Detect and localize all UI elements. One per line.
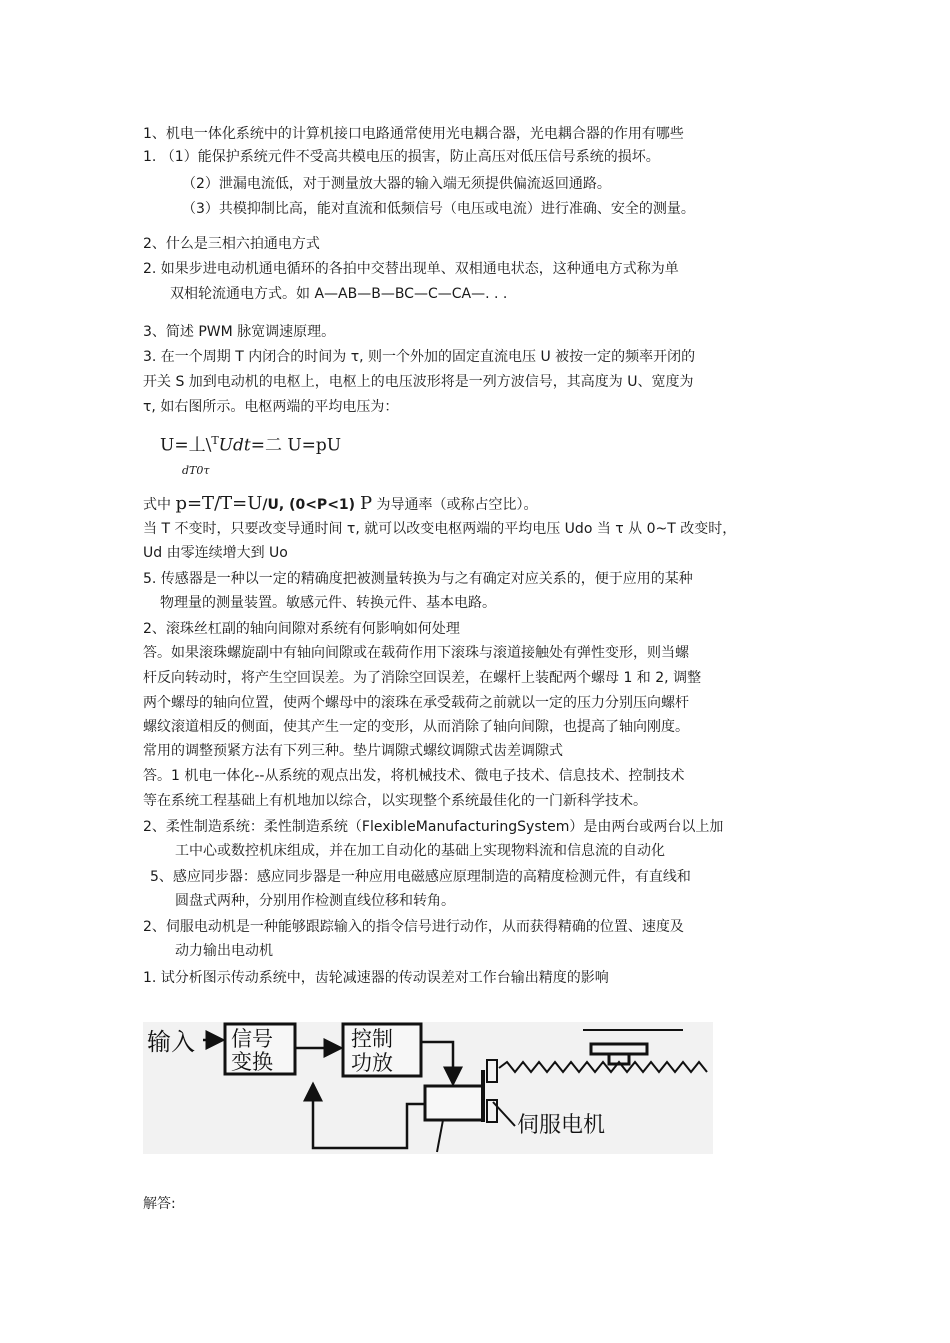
answer-1-line-2: （2）泄漏电流低，对于测量放大器的输入端无须提供偏流返回通路。 <box>182 176 611 192</box>
ballscrew-title: 2、滚珠丝杠副的轴向间隙对系统有何影响如何处理 <box>143 621 460 637</box>
answer-3-line-4: 当 T 不变时，只要改变导通时间 τ, 就可以改变电枢两端的平均电压 Udo 当 τ 从 0~T 改变时， <box>143 521 737 537</box>
signal-block-bottom-label: 变换 <box>231 1050 273 1074</box>
answer-3-line-3: τ, 如右图所示。电枢两端的平均电压为： <box>143 399 399 415</box>
answer-3-line-2: 开关 S 加到电动机的电枢上，电枢上的电压波形将是一列方波信号，其高度为 U、宽度为 <box>143 374 694 390</box>
formula-subscript: dT0τ <box>182 464 210 477</box>
average-voltage-formula <box>160 428 341 459</box>
ballscrew-line-2: 杆反向转动时，将产生空回误差。为了消除空回误差，在螺杆上装配两个螺母 1 和 2, 调整 <box>143 670 702 686</box>
duty-ratio-prefix: 式中 <box>143 497 176 513</box>
ballscrew-line-4: 螺纹滚道相反的侧面，使其产生一定的变形，从而消除了轴向间隙，也提高了轴向刚度。 <box>143 719 689 735</box>
duty-ratio-range: /U, (0<P<1) <box>262 497 360 513</box>
signal-block-top-label: 信号 <box>231 1027 273 1051</box>
ballscrew-line-5: 常用的调整预紧方法有下列三种。垫片调隙式螺纹调隙式齿差调隙式 <box>143 743 563 759</box>
definition-servo-line-1: 2、伺服电动机是一种能够跟踪输入的指令信号进行动作，从而获得精确的位置、速度及 <box>143 919 684 935</box>
input-label: 输入 <box>147 1028 195 1056</box>
answer-label: 解答: <box>143 1196 176 1212</box>
exercise-question: 1. 试分析图示传动系统中，齿轮减速器的传动误差对工作台输出精度的影响 <box>143 970 609 986</box>
duty-ratio-line <box>143 492 538 517</box>
formula-integrand: Udt <box>218 435 251 456</box>
definition-fms-line-1: 2、柔性制造系统：柔性制造系统（FlexibleManufacturingSystem）是由两台或两台以上加 <box>143 819 724 835</box>
definition-inductosyn-line-1: 5、感应同步器：感应同步器是一种应用电磁感应原理制造的高精度检测元件，有直线和 <box>150 869 691 885</box>
formula-sup: T <box>211 434 219 447</box>
answer-3-line-1: 3. 在一个周期 T 内闭合的时间为 τ, 则一个外加的固定直流电压 U 被按一定的频率开闭的 <box>143 349 696 365</box>
definition-fms-line-2: 工中心或数控机床组成，并在加工自动化的基础上实现物料流和信息流的自动化 <box>175 843 665 859</box>
sensor-line-2: 物理量的测量装置。敏感元件、转换元件、基本电路。 <box>160 595 496 611</box>
answer-3-line-5: Ud 由零连续增大到 Uo <box>143 545 288 561</box>
duty-ratio-suffix: 为导通率（或称占空比）。 <box>372 497 538 513</box>
question-2-title: 2、什么是三相六拍通电方式 <box>143 236 320 252</box>
definition-mechatronics-line-2: 等在系统工程基础上有机地加以综合，以实现整个系统最佳化的一门新科学技术。 <box>143 793 647 809</box>
definition-mechatronics-line-1: 答。1 机电一体化--从系统的观点出发，将机械技术、微电子技术、信息技术、控制技术 <box>143 768 685 784</box>
answer-1-line-1: 1. （1）能保护系统元件不受高共模电压的损害，防止高压对低压信号系统的损坏。 <box>143 149 660 165</box>
question-1-title: 1、机电一体化系统中的计算机接口电路通常使用光电耦合器，光电耦合器的作用有哪些 <box>143 126 684 142</box>
definition-inductosyn-line-2: 圆盘式两种，分别用作检测直线位移和转角。 <box>175 893 455 909</box>
servo-motor-label: 伺服电机 <box>517 1113 606 1138</box>
duty-ratio-symbol: P <box>359 493 373 514</box>
formula-part-1: U=丄\ <box>160 435 212 456</box>
question-3-title: 3、简述 PWM 脉宽调速原理。 <box>143 324 336 340</box>
transmission-system-figure <box>143 1022 713 1154</box>
ballscrew-line-1: 答。如果滚珠螺旋副中有轴向间隙或在载荷作用下滚珠与滚道接触处有弹性变形，则当螺 <box>143 645 689 661</box>
answer-2-line-2: 双相轮流通电方式。如 A—AB—B—BC—C—CA—. . . <box>170 286 508 302</box>
duty-ratio-expr: p=T/T=U <box>175 493 263 514</box>
formula-part-2: =二 U=pU <box>250 435 342 456</box>
control-block-top-label: 控制 <box>351 1027 393 1051</box>
transmission-diagram <box>143 1022 713 1154</box>
answer-2-line-1: 2. 如果步进电动机通电循环的各拍中交替出现单、双相通电状态，这种通电方式称为单 <box>143 261 679 277</box>
ballscrew-line-3: 两个螺母的轴向位置，使两个螺母中的滚珠在承受载荷之前就以一定的压力分别压向螺杆 <box>143 695 689 711</box>
control-block-bottom-label: 功放 <box>351 1051 393 1075</box>
answer-1-line-3: （3）共模抑制比高，能对直流和低频信号（电压或电流）进行准确、安全的测量。 <box>182 201 695 217</box>
servo-motor-body <box>425 1086 483 1120</box>
sensor-line-1: 5. 传感器是一种以一定的精确度把被测量转换为与之有确定对应关系的，便于应用的某种 <box>143 571 693 587</box>
definition-servo-line-2: 动力输出电动机 <box>175 943 273 959</box>
